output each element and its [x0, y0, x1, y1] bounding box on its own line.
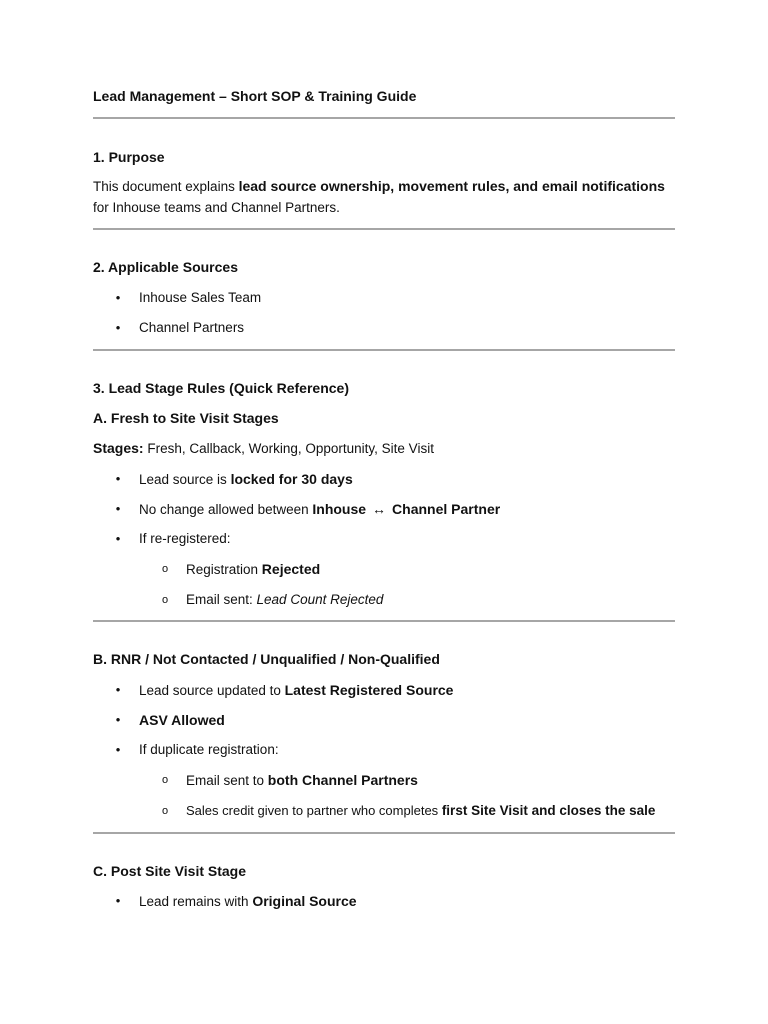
section-heading-purpose: 1. Purpose: [93, 149, 165, 165]
divider: [93, 620, 675, 622]
bullet-icon: •: [115, 531, 121, 546]
bullet-icon: •: [115, 893, 121, 908]
list-item: If duplicate registration:: [139, 742, 279, 757]
list-item: [139, 892, 357, 911]
sub-bullet-icon: o: [161, 594, 169, 606]
subsection-heading-b: B. RNR / Not Contacted / Unqualified / Non-Qualified: [93, 651, 440, 667]
list-item-text: Sales credit given to partner who completes: [186, 803, 442, 818]
sub-bullet-icon: o: [161, 805, 169, 817]
bullet-icon: •: [115, 290, 121, 305]
divider: [93, 349, 675, 351]
list-item-text: Lead source is: [139, 472, 231, 487]
sub-list-item: [186, 802, 655, 820]
list-item-emphasis: Original Source: [252, 893, 357, 909]
list-item-text: Email sent:: [186, 592, 257, 607]
list-item: [139, 470, 353, 489]
list-item: Channel Partners: [139, 320, 245, 335]
list-item-italic: Lead Count Rejected: [256, 592, 384, 607]
bullet-icon: •: [115, 742, 121, 757]
section-heading-sources: 2. Applicable Sources: [93, 259, 238, 275]
document-title: Lead Management – Short SOP & Training Guide: [93, 88, 417, 104]
list-item-text: Registration: [186, 562, 262, 577]
list-item: If re-registered:: [139, 531, 231, 546]
sub-list-item: [186, 591, 383, 609]
divider: [93, 832, 675, 834]
list-item-text: Email sent to: [186, 773, 268, 788]
sub-list-item: [186, 771, 418, 790]
stages-value: Fresh, Callback, Working, Opportunity, Site Visit: [143, 441, 434, 456]
subsection-heading-a: A. Fresh to Site Visit Stages: [93, 410, 279, 426]
bidirectional-arrow-icon: ↔: [372, 501, 387, 517]
bullet-icon: •: [115, 320, 121, 335]
section-heading-stage-rules: 3. Lead Stage Rules (Quick Reference): [93, 380, 349, 396]
divider: [93, 228, 675, 230]
bullet-icon: •: [115, 682, 121, 697]
list-item-emphasis: first Site Visit and closes the sale: [441, 803, 656, 818]
sub-list-item: [186, 560, 320, 579]
list-item-text: Lead remains with: [139, 894, 253, 909]
list-item-text: No change allowed between: [139, 502, 313, 517]
sub-bullet-icon: o: [161, 563, 169, 575]
stages-label: Stages:: [93, 440, 144, 456]
bullet-icon: •: [115, 712, 121, 727]
purpose-line-2: for Inhouse teams and Channel Partners.: [93, 200, 340, 215]
bullet-icon: •: [115, 471, 121, 486]
list-item-text: Lead source updated to: [139, 683, 285, 698]
list-item: [139, 500, 500, 519]
purpose-text: This document explains: [93, 179, 239, 194]
stages-line: [93, 439, 434, 458]
list-item-emphasis: Inhouse: [312, 501, 367, 517]
sub-bullet-icon: o: [161, 774, 169, 786]
divider: [93, 117, 675, 119]
bullet-icon: •: [115, 501, 121, 516]
list-item: ASV Allowed: [139, 712, 225, 728]
list-item-emphasis: Rejected: [261, 561, 321, 577]
list-item-emphasis: Latest Registered Source: [284, 682, 454, 698]
purpose-line-1: [93, 177, 665, 196]
list-item: Inhouse Sales Team: [139, 290, 262, 305]
list-item: [139, 681, 453, 700]
purpose-emphasis: lead source ownership, movement rules, and email notifications: [238, 178, 665, 194]
subsection-heading-c: C. Post Site Visit Stage: [93, 863, 247, 879]
list-item-emphasis: both Channel Partners: [267, 772, 418, 788]
list-item-emphasis: locked for 30 days: [230, 471, 353, 487]
list-item-emphasis: Channel Partner: [392, 501, 501, 517]
